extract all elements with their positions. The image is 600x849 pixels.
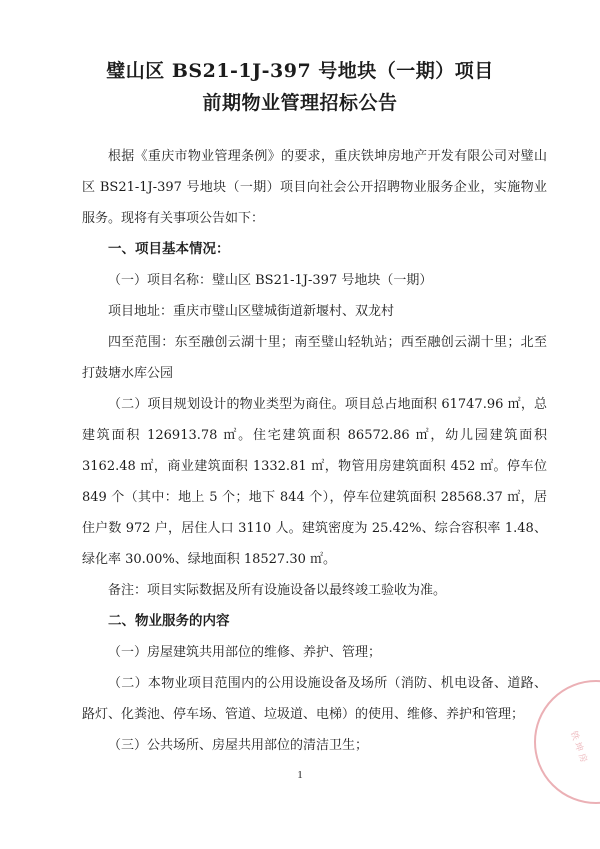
section-1-heading: 一、项目基本情况： [108,241,230,257]
project-name-line: （一）项目名称：璧山区 BS21-1J-397 号地块（一期） [108,273,433,288]
note-line: 备注：项目实际数据及所有设施设备以最终竣工验收为准。 [108,583,447,598]
company-seal-text: 铁 坤 房 [567,729,589,765]
intro-paragraph: 根据《重庆市物业管理条例》的要求，重庆铁坤房地产开发有限公司对璧山区 BS21-1J-397 号地块（一期）项目向社会公开招聘物业服务企业，实施物业服务。现将有关事项公告如下： [82,149,547,226]
document-title-line-1: 璧山区 BS21-1J-397 号地块（一期）项目 [106,60,494,82]
planning-paragraph: （二）项目规划设计的物业类型为商住。项目总占地面积 61747.96 ㎡，总建筑面积 126913.78 ㎡。住宅建筑面积 86572.86 ㎡，幼儿园建筑面积 3162.48 ㎡，商业建筑面积 1332.81 ㎡，物管用房建筑面积 452 ㎡。停车位 849 个（其中：地上 5 个；地下 844 个），停车位建筑面积 28568.37 ㎡，居住户数 972 户，居住人口 3110 人。建筑密度为 25.42%、综合容积率 1.48、绿化率 30.00%、绿地面积 18527.30 ㎡。 [82,397,547,567]
section-2-heading: 二、物业服务的内容 [108,613,230,629]
service-item-3: （三）公共场所、房屋共用部位的清洁卫生； [108,738,369,753]
page-number: 1 [297,769,303,781]
document-title-line-2: 前期物业管理招标公告 [202,92,398,114]
document-body [82,141,547,761]
project-address-line: 项目地址：重庆市璧山区璧城街道新堰村、双龙村 [108,304,395,319]
boundaries-paragraph: 四至范围：东至融创云湖十里；南至璧山轻轨站；西至融创云湖十里；北至打鼓塘水库公园 [82,335,547,381]
service-item-2: （二）本物业项目范围内的公用设施设备及场所（消防、机电设备、道路、路灯、化粪池、停车场、管道、垃圾道、电梯）的使用、维修、养护和管理； [82,676,547,722]
service-item-1: （一）房屋建筑共用部位的维修、养护、管理； [108,645,382,660]
